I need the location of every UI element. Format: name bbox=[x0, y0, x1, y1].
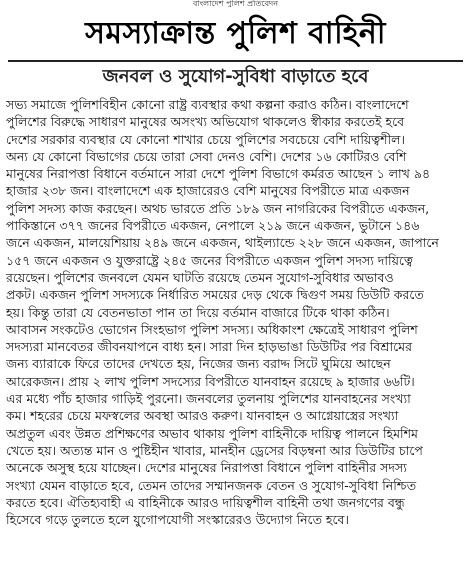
body-line: পুলিশ সদস্য কাজ করছেন। অথচ ভারতে প্রতি ১৮৯ জন নাগরিকের বিপরীতে একজন, bbox=[6, 200, 430, 216]
body-line: কম। শহরের চেয়ে মফস্বলের অবস্থা আরও করুণ। যানবাহন ও আগ্নেয়াস্ত্রের সংখ্যা bbox=[6, 408, 399, 424]
body-line: পুলিশের বিরুদ্ধে সাধারণ মানুষের অসংখ্য অভিযোগ থাকলেও স্বীকার করতেই হবে bbox=[6, 114, 405, 130]
body-line: জন্য ব্যারাকে ফিরে তাদের দেখতে হয়, নিজের জন্য বরাদ্দ সিটে ঘুমিয়ে আছেন bbox=[6, 356, 391, 372]
body-line: প্রকট। একজন পুলিশ সদস্যকে নির্ধারিত সময়ের দেড় থেকে দ্বিগুণ সময় ডিউটি করতে bbox=[6, 287, 424, 303]
body-line: হাজার ২৩৮ জন। বাংলাদেশে এক হাজারেরও বেশি মানুষের বিপরীতে মাত্র একজন bbox=[6, 183, 410, 199]
headline-divider bbox=[8, 60, 463, 62]
body-line: হয়। কিন্তু তারা যে বেতনভাতা পান তা দিয়ে বর্তমান বাজারে টিকে থাকা কঠিন। bbox=[6, 304, 390, 320]
headline: সমস্যাক্রান্ত পুলিশ বাহিনী bbox=[85, 16, 386, 51]
body-line: জনে একজন, মালয়েশিয়ায় ২৪৯ জনে একজন, থাইল্যান্ডে ২২৮ জনে একজন, জাপানে bbox=[6, 235, 439, 251]
body-line: অন্য যে কোনো বিভাগের চেয়ে তারা সেবা দেনও বেশি। দেশের ১৬ কোটিরও বেশি bbox=[6, 148, 407, 164]
article-body bbox=[6, 96, 465, 572]
body-line: সদস্যরা মানবেতর জীবনযাপনে বাধ্য হন। সারা দিন হাড়ভাঙা ডিউটির পর বিশ্রামের bbox=[6, 339, 412, 355]
body-line: রয়েছেন। পুলিশের জনবলে যেমন ঘাটতি রয়েছে তেমন সুযোগ-সুবিধার অভাবও bbox=[6, 269, 394, 285]
body-line: আবাসন সংকটেও ভোগেন সিংহভাগ পুলিশ সদস্য। অধিকাংশ ক্ষেত্রেই সাধারণ পুলিশ bbox=[6, 321, 418, 337]
body-line: মানুষের নিরাপত্তা বিধানে বর্তমানে সারা দেশে পুলিশ বিভাগে কর্মরত আছেন ১ লাখ ৯৪ bbox=[6, 166, 431, 182]
subheadline: জনবল ও সুযোগ-সুবিধা বাড়াতে হবে bbox=[102, 66, 369, 87]
body-line: খেতে হয়। অত্যন্ত মান ও পুষ্টিহীন খাবার, মানহীন ড্রেসের বিড়ম্বনা আর ডিউটির চাপে bbox=[6, 442, 423, 458]
body-line: পাকিস্তানে ৩৭৭ জনের বিপরীতে একজন, নেপালে ২১৯ জনে একজন, ভুটানে ১৪৬ bbox=[6, 218, 420, 234]
body-line: সংখ্যা যেমন বাড়াতে হবে, তেমন তাদের সম্মানজনক বেতন ও সুযোগ-সুবিধা নিশ্চিত bbox=[6, 477, 417, 493]
cropped-header-strip: বাংলাদেশ পুলিশ প্রতিবেদন bbox=[192, 0, 279, 7]
body-line: অপ্রতুল এবং উন্নত প্রশিক্ষণের অভাব থাকায় পুলিশ বাহিনীকে দায়িত্ব পালনে হিমশিম bbox=[6, 425, 418, 441]
body-line: অনেকে অসুস্থ হয়ে যাচ্ছেন। দেশের মানুষের নিরাপত্তা বিধানে পুলিশ বাহিনীর সদস্য bbox=[6, 460, 407, 476]
body-line: আরেকজন। প্রায় ২ লাখ পুলিশ সদস্যের বিপরীতে যানবাহন রয়েছে ৯ হাজার ৬৬টি। bbox=[6, 373, 415, 389]
body-line: সভ্য সমাজে পুলিশবিহীন কোনো রাষ্ট্র ব্যবস্থার কথা কল্পনা করাও কঠিন। বাংলাদেশে bbox=[6, 97, 409, 112]
body-line: ১৫৭ জনে একজন ও যুক্তরাষ্ট্রে ২৪৫ জনের বিপরীতে একজন পুলিশ সদস্য দায়িত্বে bbox=[6, 252, 413, 268]
body-line: হিসেবে গড়ে তুলতে হলে যুগোপযোগী সংস্কারেরও উদ্যোগ নিতে হবে। bbox=[6, 512, 349, 528]
body-line: দেশের সরকার ব্যবস্থার যে কোনো শাখার চেয়ে পুলিশের সবচেয়ে বেশি দায়িত্বশীল। bbox=[6, 131, 405, 147]
body-line: এর মধ্যে পাঁচ হাজার গাড়িই পুরনো। জনবলের তুলনায় পুলিশের যানবাহনের সংখ্যা bbox=[6, 391, 411, 407]
body-line: করতে হবে। ঐতিহ্যবাহী এ বাহিনীকে আরও দায়িত্বশীল বাহিনী তথা জনগণের বন্ধু bbox=[6, 494, 405, 510]
